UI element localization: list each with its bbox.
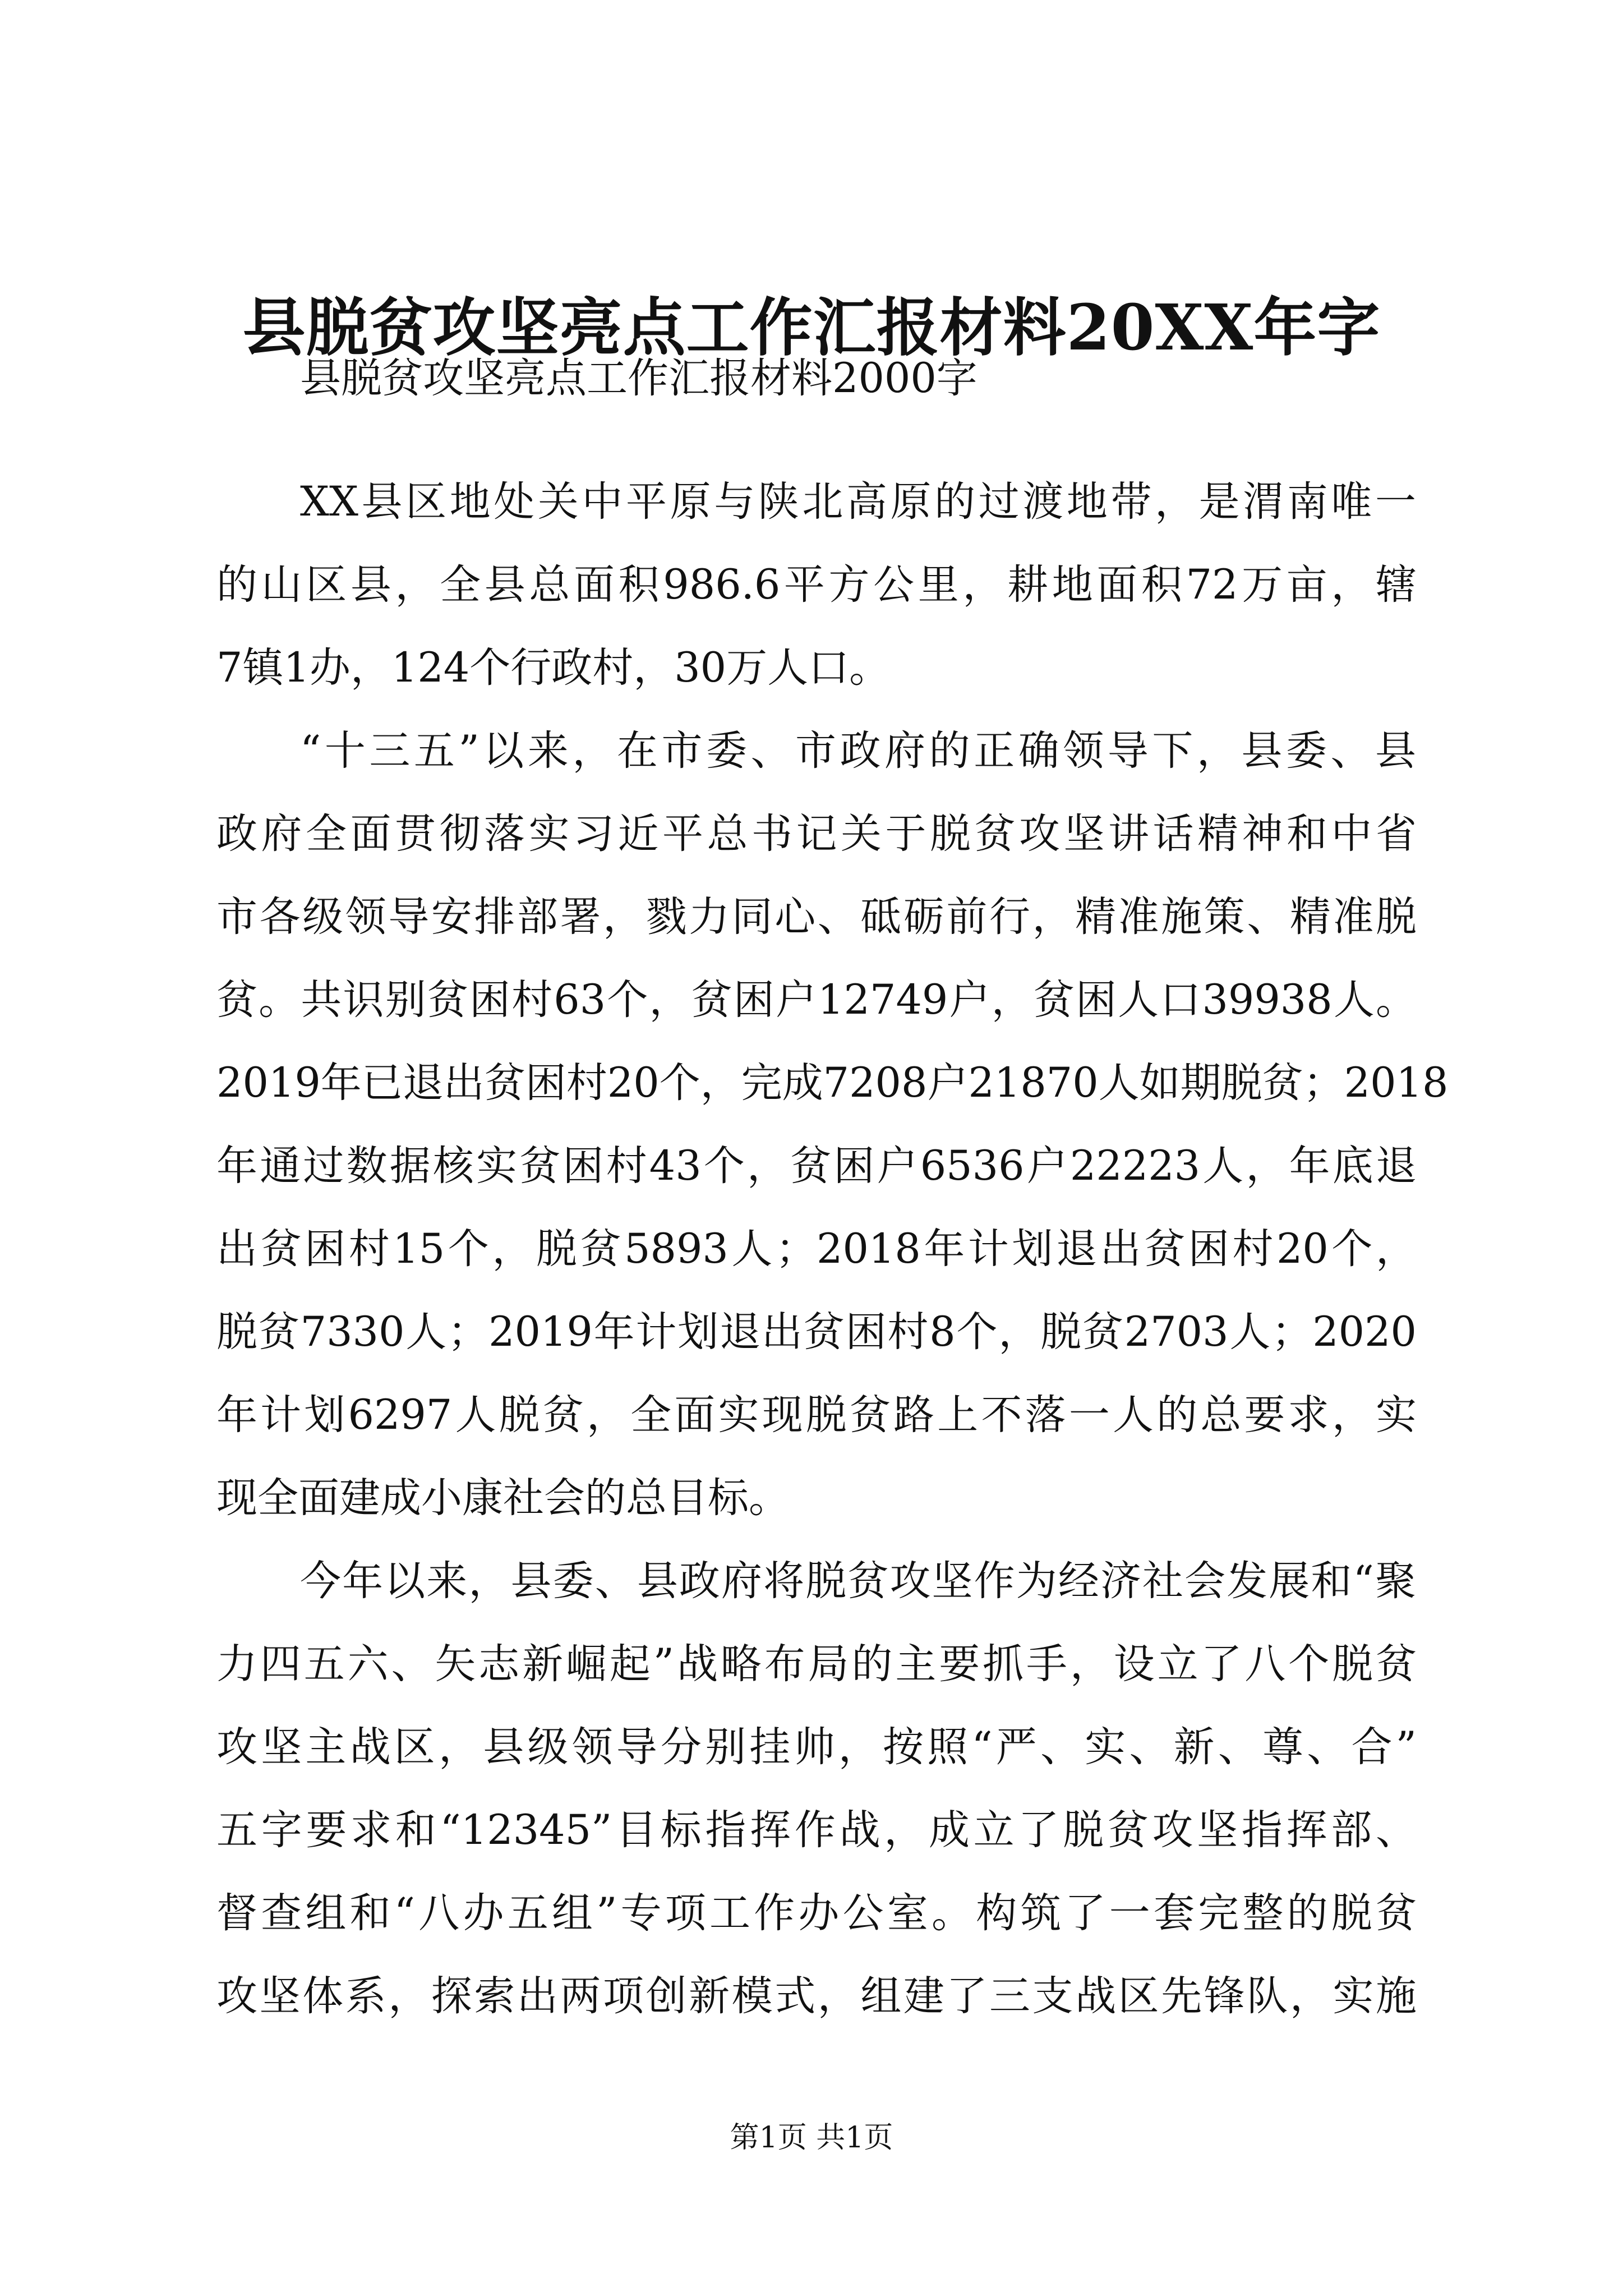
page-footer: 第1页 共1页 — [730, 2121, 893, 2155]
paragraph-line: 市各级领导安排部署，戮力同心、砥砺前行，精准施策、精准脱 — [216, 893, 1417, 941]
paragraph-line: 年计划6297人脱贫，全面实现脱贫路上不落一人的总要求，实 — [216, 1391, 1417, 1439]
subtitle-line: 县脱贫攻坚亮点工作汇报材料2000字 — [300, 355, 978, 402]
paragraph-line: 今年以来，县委、县政府将脱贫攻坚作为经济社会发展和“聚 — [300, 1557, 1416, 1605]
paragraph-line: 脱贫7330人；2019年计划退出贫困村8个，脱贫2703人；2020 — [216, 1308, 1417, 1356]
paragraph-line: 2019年已退出贫困村20个，完成7208户21870人如期脱贫；2018 — [216, 1059, 1449, 1107]
paragraph-line: 出贫困村15个，脱贫5893人；2018年计划退出贫困村20个， — [216, 1225, 1417, 1273]
paragraph-line: 贫。共识别贫困村63个，贫困户12749户，贫困人口39938人。 — [216, 976, 1417, 1024]
paragraph-line: 的山区县，全县总面积986.6平方公里，耕地面积72万亩，辖 — [216, 561, 1417, 609]
paragraph-line: 督查组和“八办五组”专项工作办公室。构筑了一套完整的脱贫 — [216, 1889, 1417, 1937]
paragraph-line: XX县区地处关中平原与陕北高原的过渡地带，是渭南唯一 — [300, 478, 1416, 526]
paragraph-line: 政府全面贯彻落实习近平总书记关于脱贫攻坚讲话精神和中省 — [216, 810, 1417, 858]
paragraph-line: 攻坚体系，探索出两项创新模式，组建了三支战区先锋队，实施 — [216, 1972, 1417, 2020]
document-title: 县脱贫攻坚亮点工作汇报材料20XX年字 — [242, 291, 1381, 365]
paragraph-line: 7镇1办，124个行政村，30万人口。 — [216, 644, 891, 692]
paragraph-line: 五字要求和“12345”目标指挥作战，成立了脱贫攻坚指挥部、 — [216, 1806, 1417, 1854]
paragraph-line: 现全面建成小康社会的总目标。 — [216, 1474, 790, 1522]
paragraph-line: 攻坚主战区，县级领导分别挂帅，按照“严、实、新、尊、合” — [216, 1723, 1417, 1771]
paragraph-line: 力四五六、矢志新崛起”战略布局的主要抓手，设立了八个脱贫 — [216, 1640, 1417, 1688]
paragraph-line: “十三五”以来，在市委、市政府的正确领导下，县委、县 — [300, 727, 1416, 775]
paragraph-line: 年通过数据核实贫困村43个，贫困户6536户22223人，年底退 — [216, 1142, 1417, 1190]
